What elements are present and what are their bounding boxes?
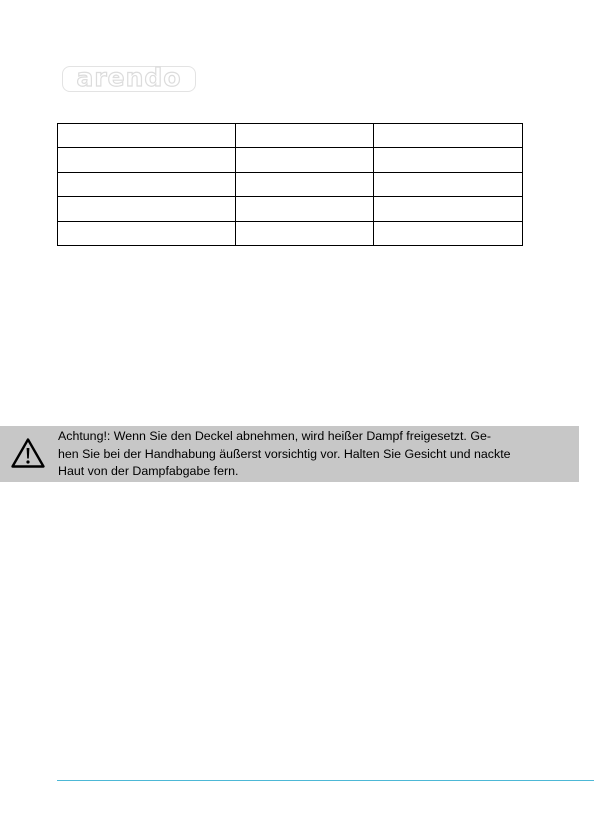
table-cell <box>374 124 523 148</box>
warning-text <box>58 428 528 481</box>
table-row <box>58 197 523 221</box>
warning-line: Achtung!: Wenn Sie den Deckel abnehmen, wird heißer Dampf freigesetzt. Ge- <box>58 429 491 443</box>
table-cell <box>58 197 236 221</box>
table-cell <box>374 221 523 245</box>
table-row <box>58 172 523 196</box>
table-row <box>58 221 523 245</box>
brand-logo <box>62 63 196 92</box>
warning-triangle-icon <box>10 437 46 469</box>
table-cell <box>58 124 236 148</box>
table-cell <box>236 172 374 196</box>
table-cell <box>236 124 374 148</box>
table-cell <box>58 172 236 196</box>
table-cell <box>374 197 523 221</box>
table-row <box>58 124 523 148</box>
table-cell <box>236 197 374 221</box>
footer-divider <box>57 780 594 781</box>
table-cell <box>236 148 374 172</box>
logo-text: arendo <box>76 63 182 92</box>
warning-box <box>0 426 579 482</box>
table-cell <box>374 148 523 172</box>
warning-line: hen Sie bei der Handhabung äußerst vorsichtig vor. Halten Sie Gesicht und nackte <box>58 446 511 461</box>
table-cell <box>58 148 236 172</box>
table-cell <box>374 172 523 196</box>
specs-table <box>57 123 523 246</box>
table-row <box>58 148 523 172</box>
warning-line: Haut von der Dampfabgabe fern. <box>58 464 239 478</box>
table-cell <box>236 221 374 245</box>
table-cell <box>58 221 236 245</box>
